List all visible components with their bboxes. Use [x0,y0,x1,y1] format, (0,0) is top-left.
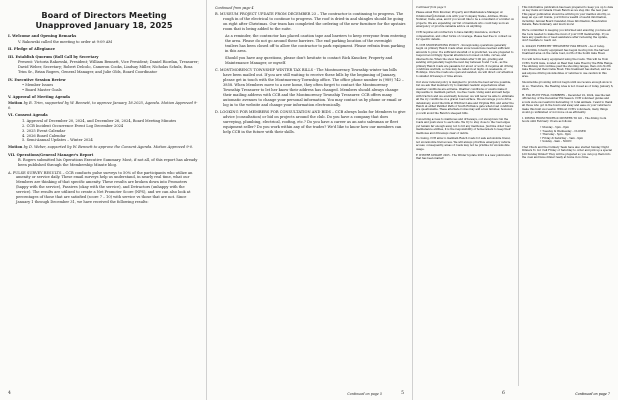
motion-agenda [8,101,200,111]
page-7-column [518,6,614,386]
winter-update-paragraph-2: We're committed to keeping you informed and ensuring you have all the tools needed to make the most of your CCB membership. If you have any questions or need assistance after reviewing the update, don't hesitate to reach out. [522,29,611,43]
hours-tue-wed: • Tuesday & Wednesday – CLOSED [540,129,586,133]
page-6-column [416,6,514,386]
section-gm-report: VII. Operations/General Manager's Report [8,152,94,157]
motion-text: by D. Weber, supported by W. Bennett to approve the Consent Agenda. Motion Approved 9-0. [22,145,194,150]
continued-from: Continued from page 4 [215,6,254,10]
hours-monday: • Monday - 5pm - 8pm [540,126,569,130]
hours-fri-sat: • Friday & Saturday – 5am - 9pm [540,136,583,140]
item-elk-hunt: H. ELK HUNT FINAL NUMBERS – December 22, 2024, was the last official day of the December Elk Season. CCB volunteer guides and scouts were successful in harvesting 11 total animals. I want to thank all those who got in the hours and away and ease on your vehicles to make this hunt successful. Without CCB's volunteers, many things would go unfinished or not move on as efficiently. [522,93,613,115]
exec-item-2: • Board Master Goals [22,87,62,92]
winter-update-paragraph-1: This informative publication has been prepared to keep you up to date on key items at Canada Creek Ranch as we step into the new year. This paper publication should be arriving in your mailbox shortly, so keep an eye out! Inside, you'll find a wealth of useful information, including: Annual Board Calendar, Dues Information, Reservation Details, Rate Summary, and much more! [522,6,614,27]
page-number: 6 [502,391,505,396]
exec-item-1: • Member Issues [22,83,54,87]
page-number: 4 [8,391,11,396]
item-snowplowing: E. CCB SNOWPLOWING POLICY - Snowplowing operations generally begin on primary Ranch roads when snow levels have reached sufficient amounts to plow. If a sufficient snowfall or is predicted, we are prepared to respond accordingly. Special attention is focused on hills, curves, and intersections. When the snow has fallen after 5:00 pm, grading and sanding will generally begin the next day between 6 and 7 a.m., as the primary Ranch roads are passable for about or work. It requires all driving conditions warrant, a crew may be called in at night, on weekends, or Holidays. Once the roads are open and sanded, we will direct our attention to smaller driveways or time allows. [416,43,514,78]
forestry-paragraph-2: You will notice heavy equipment using the roads. This will be from CCB's North Gate, located on Bear Den Lake Road by the Rifle Range. The skidway will continue past the shooting ranges, then onto North Gate Road and then Cable Road. This treatment has started, and we ask anyone driving snowmobiles or vehicles to use caution in this area. [522,58,614,79]
right-page-columns [412,0,618,400]
continued-next: Continued on page 5 [347,392,382,396]
consent-item-5: 5. Semi-Annual Updates – Winter 2024 [22,138,93,143]
section-welcome: I. Welcome and Opening Remarks [8,34,77,39]
motion-text: by R. Trim, supported by W. Bennett, to approve January 18.2025, Agenda. Motion Approved 9-0. [8,100,198,110]
section-executive-session: IV. Executive Session Review [8,77,66,82]
item-pulse-survey: A. PULSE SURVEY RESULTS – CCB conducts pulse surveys to 50% of the participants who utilize an amenity or service daily. These email surveys help us understand, in nearly real time, what our Members are thinking of that specific amenity. These results are broken down into Promoters (happy with the service), Passives (okay with the service), and Detractors (unhappy with the service). The results are utilized to create a Net Promoter Score (NPS), and we can also look at percentages of those that are satisfied (score 7 – 10) with service vs those that are not. Since January 1 through December 31, we have received the following results: [8,170,193,204]
page-5-content [215,6,406,386]
document-title [8,11,200,30]
snow-paragraph-3: Concerning access to mailboxes and driveways, our snowplows run the roads and push snow to each side. We try to stay close to the road edges yet remain far enough away not to hit any mailboxes. Just like other road maintenance entities, it is the responsibility of homeowners to keep their mailboxes and driveways clear of debris. [416,117,511,135]
title-line-1: Board of Directors Meeting [41,10,167,20]
hours-thursday: • Thursday - 5pm - 8pm [540,133,571,137]
continued-next: Continued on page 7 [575,392,610,396]
page-5 [206,0,412,400]
motion-consent [8,145,200,150]
item-tax-bills: C. MONTMORENCY TOWNSHIP WINTER TAX BILLS - The Montmorency Township winter tax bills have been mailed out. If you are still waiting to receive these bills by the beginning of January, please get in touch with the Montmorency Township office. The office phone number is (989) 742 – 3858. When Members move to a new home, they often forget to contact the Montmorency Township Treasurer to let her know their address has changed. Members should always change their mailing address with CCB and the Montmorency Township Treasurer. CCB offers many automatic avenues to change your personal information. You may contact us by phone or email or log in to the website and change your information electronically. [215,68,404,107]
motion-label: Motion [8,145,23,150]
consent-item-4: 4. 2026 Board Calendar [22,133,66,138]
motion-label: Motion [8,100,23,105]
welcome-body: V. Rakowski called the meeting to order at 9:09 AM [18,39,113,44]
page-4 [0,0,206,400]
museum-paragraph-3: Should you have any questions, please don't hesitate to contact Rick Knucker, Property and Maintenance Manager, or myself. [225,56,393,65]
page-4-content [8,6,200,386]
snow-paragraph-4: In closing, CCB aims to maintain Ranch roads for safe automobile travel, not snowmobile trail access. We will always prioritize emergency vehicle access; consequently, areas of roads may not be pristine for snowmobile usage. [416,137,511,151]
continued-from: Continued from page 5 [416,6,446,9]
consent-item-3: 3. 2025 Event Calendar [22,128,66,133]
section-agenda-approval: V. Approval of Meeting Agenda [8,95,70,100]
title-line-2: Unapproved January 18, 2025 [35,19,173,30]
snow-paragraph-2: Our snow removal policy is designed to provide the best service possible, but we ask that members try to maintain realistic expectations when weather conditions are extreme. Weather conditions or events make it impossible to maintain perfect, ice-free roads. Using sand and salt helps with traction and we eventually however, we will never be able to eliminate all the icy conditions on a gravel road surface. We encourage you to drive defensively, avoid the hills at Wildfowl Lake and Virginia Hill, and enter the Ranch at either Panther Path or South Entrance gate when road conditions are questionable. These alternate routes may add a few minutes; however, you will avoid the Ranch's steepest hills. [416,80,514,115]
page-number: 5 [401,391,404,396]
museum-paragraph-2: As a reminder, the contractor has placed caution tape and barriers to keep everyone from entering the area. Please do not go around these barriers. The end parking location of the overnight trailers has been closed off to allow the contractor to park equipment. Please refrain from parking in this area. [225,34,406,53]
section-pledge: II. Pledge of Allegiance [8,47,56,52]
dinners-to-go: Chef Chuck and the Culinary Team have also started Sunday Night Dinners To Go! Call Friday or Saturday to order and pick up a special $10 Sunday Dinner! They will be prepared so you can pop them into the oven and have dinner ready at home in no time. [522,145,612,159]
contact-paragraph: Please email Rick Knucker, Property and Maintenance Manager, at rickknucker@clubmail.com with your Company Name, Address, Phone Number, trade, area, and if you would like to be a consultant or a bidder on projects. We are expanding our list of members who could help us in an emergency or provide valuable advice on anything. [416,11,514,29]
gm-report-body: B. Rogers submitted his Operations Executive Summary. Most, if not all, of this report has already been published through the Membership Minute blog. [18,158,198,168]
consent-item-1: 1. Approval of December 20, 2024, and December 26, 2024, Board Meeting Minutes [22,118,177,123]
section-consent-agenda: VI. Consent Agenda [8,113,48,118]
item-member-bids: D. LOOKING FOR MEMBERS FOR CONSULTATION AND BIDS – CCB always looks for Members to give advice (consultation) or bid on projects around the club. Do you have a company that does surveying, plumbing, electrical, roofing, etc.? Do you have a career as an auto salesman or fleet equipment seller? Do you work within any of the trades? We'd like to know how our members can help CCB in the future with their skills. [215,109,406,134]
item-dining-hours: I. DINING ROOM HOURS & DINNERS TO GO – The dining room hours until February 16 are as follows: [522,117,607,124]
quorum-body: Present: Victoria Rakowski, President; William Bennett, Vice President; Daniel Riordan, Treasurer; David Weber, Secretary; Robert Delcolo, Cameron Cooks, Lindsay Miller, Nicholas Schulz, Rosa Trim Sr., Brian Rogers, General Manager, and Julie Olds, Board Coordinator [18,60,199,74]
forestry-paragraph-3: Snowmobile grooming will not begin until we receive enough snow to do so. Therefore, the Heating Area is not closed as of today, January 6, 2025. [522,81,614,92]
item-winter-update: F. WINTER UPDATE 2025 - The Winter Update 2025 is a new publication that has been mailed! [416,153,511,161]
hours-sunday: • Sunday - 9am – NOON [540,140,572,144]
section-quorum: III. Establish Quorum (Roll Call by Secretary [8,54,99,59]
item-museum-project: B. MUSEUM PROJECT UPDATE FROM DECEMBER 23 – The contractor is continuing to progress. The rough in of the electrical to continue to progress. The roof is dried-in and shingles should be going on right after Christmas. Our team has completed the ordering of the new furniture for the upstairs room that is being added to the suite. [215,12,406,31]
insurance-paragraph: CCB requires all contractors to have liability insurance, worker's compensation, and other forms of coverage. Please feel free to contact us for specific details. [416,31,512,42]
consent-item-2: 2. CCB Incident Occurrence Event Log December 2024 [22,123,124,128]
item-forestry: G. 2024/25 FORESTRY TREATMENT HAS BEGUN - As of today, 12/12/2024, forestry equipment has begun moving into the harvest treatment area on the cable road, north of the South Gate Road. [522,45,609,56]
